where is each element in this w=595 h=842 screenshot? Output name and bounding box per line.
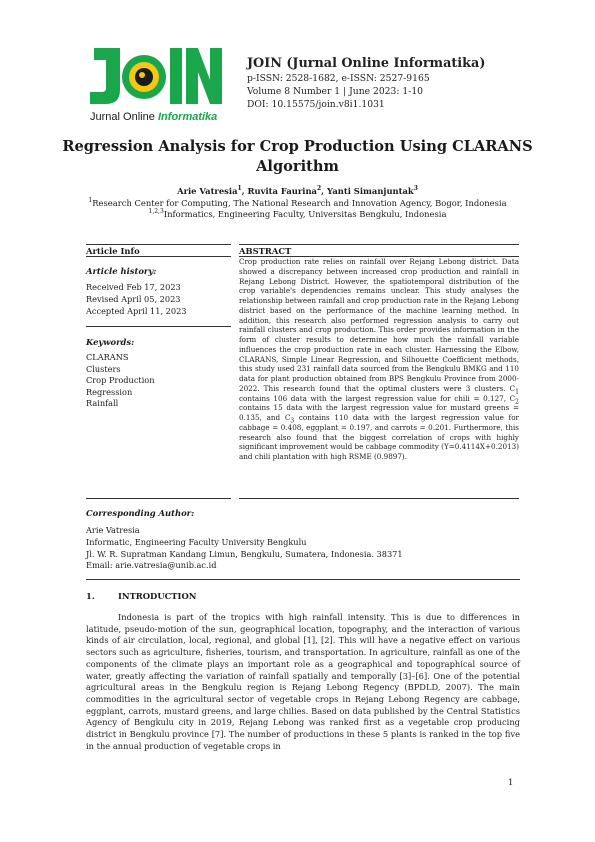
- divider: [86, 326, 231, 327]
- keyword: Crop Production: [86, 375, 155, 385]
- keyword: Rainfall: [86, 398, 119, 408]
- journal-issn: p-ISSN: 2528-1682, e-ISSN: 2527-9165: [247, 73, 430, 84]
- author-block: [60, 186, 535, 221]
- author-name: Ruvita Faurina: [247, 186, 317, 196]
- divider: [86, 498, 231, 499]
- abstract-text: Crop production rate relies on rainfall over Rejang Lebong district. Data showed a discrepancy between increased crop production and rainfall in Rejang Lebong District. However, the spatiotemporal distribution of the crop variable's dependencies remains unclear. This study analyses the relationship between rainfall and crop production rate in the Rejang Lebong district based on the performance of the machine learning method. In addition, this research also performed regression analysis to carry out rainfall clusters and crop production. This order provides information in the form of cluster results to determine how much the rainfall variable influences the crop production rate in each cluster. Harnessing the Elbow, CLARANS, Simple Linear Regression, and Silhouette Coefficient methods, this study used 231 rainfall data sourced from the Bengkulu BMKG and 110 data for plant production obtained from BPS Bengkulu Province from 2000-2022. This research found that the optimal clusters were 3 clusters. $C_1$ contains 106 data with the largest regression value for chili = 0.127, $C_2$ contains 15 data with the largest regression value for mustard greens = 0.135, and $C_3$ contains 110 data with the largest regression value for cabbage = 0.408, eggplant = 0.197, and carrots = 0.201. Furthermore, this research also found that the biggest correlation of crops with highly significant improvement would be cabbage commodity (Y=0.4114X+0.2013) and chili plantation with high RSME (0.9897).: [239, 257, 519, 461]
- affiliation-1: $^1$Research Center for Computing, The National Research and Innovation Agency, Bogor, Indonesia: [88, 196, 507, 208]
- author-list: Arie Vatresia$^1$, Ruvita Faurina$^2$, Yanti Simanjuntak$^3$: [177, 185, 418, 196]
- keyword: Clusters: [86, 363, 121, 374]
- corresponding-name: Arie Vatresia: [86, 525, 140, 535]
- divider: [86, 579, 520, 580]
- section-heading: 1. INTRODUCTION: [86, 591, 197, 601]
- article-info-heading: Article Info: [86, 246, 140, 256]
- logo-subtitle-2: Informatika: [158, 111, 218, 123]
- corresponding-email[interactable]: Email: arie.vatresia@unib.ac.id: [86, 560, 217, 571]
- keyword: CLARANS: [86, 352, 129, 362]
- title-line-2: Algorithm: [256, 158, 339, 175]
- journal-volume: Volume 8 Number 1 | June 2023: 1-10: [247, 86, 424, 98]
- divider: [86, 256, 231, 257]
- corresponding-title: Corresponding Author:: [86, 508, 195, 518]
- article-history: [86, 282, 187, 317]
- paper-title: [60, 137, 535, 177]
- corresponding-info: [86, 525, 403, 572]
- page-number: 1: [508, 778, 514, 788]
- journal-logo: [86, 44, 224, 124]
- affiliation-2: $^{1,2,3}$Informatics, Engineering Faculty, Universitas Bengkulu, Indonesia: [148, 208, 447, 219]
- divider: [239, 498, 519, 499]
- abstract-heading: ABSTRACT: [239, 246, 292, 256]
- author-name: Yanti Simanjuntak: [327, 186, 414, 196]
- revised-date: Revised April 05, 2023: [86, 293, 181, 304]
- title-line-1: Regression Analysis for Crop Production Using CLARANS: [62, 138, 533, 155]
- corresponding-dept: Informatic, Engineering Faculty University Bengkulu: [86, 536, 307, 547]
- journal-doi[interactable]: DOI: 10.15575/join.v8i1.1031: [247, 99, 385, 111]
- accepted-date: Accepted April 11, 2023: [86, 305, 187, 316]
- journal-title: JOIN (Jurnal Online Informatika): [247, 56, 486, 71]
- keywords-list: [86, 352, 155, 410]
- divider: [86, 244, 231, 245]
- corresponding-address: Jl. W. R. Supratman Kandang Limun, Bengkulu, Sumatera, Indonesia. 38371: [86, 548, 403, 559]
- history-title: Article history:: [86, 266, 157, 276]
- received-date: Received Feb 17, 2023: [86, 282, 181, 292]
- section-body: Indonesia is part of the tropics with high rainfall intensity. This is due to differences in latitude, pseudo-motion of the sun, geographical location, topography, and the interaction of various kinds of air circulation, local, regional, and global [1], [2]. This will have a negative effect on various sectors such as agriculture, fisheries, tourism, and transportation. In agriculture, rainfall as one of the components of the climate plays an important role as a geographical and topographical source of water, greatly affecting the variation of rainfall spatially and temporally [3]–[6]. One of the potential agricultural areas in the Bengkulu region is Rejang Lebong Regency (BPDLD, 2007). The main commodities in the agricultural sector of vegetable crops in Rejang Lebong Regency are cabbage, eggplant, carrots, mustard greens, and large chilies. Based on data published by the Central Statistics Agency of Bengkulu city in 2019, Rejang Lebong was ranked first as a vegetable crop producing district in Bengkulu province [7]. The number of productions in these 5 plants is ranked in the top five in the annual production of vegetable crops in: [86, 612, 520, 751]
- author-name: Arie Vatresia: [177, 186, 238, 196]
- logo-subtitle-1: Jurnal Online: [90, 111, 155, 123]
- divider: [239, 244, 519, 245]
- keyword: Regression: [86, 386, 133, 397]
- keywords-title: Keywords:: [86, 337, 135, 347]
- journal-meta: [247, 56, 485, 112]
